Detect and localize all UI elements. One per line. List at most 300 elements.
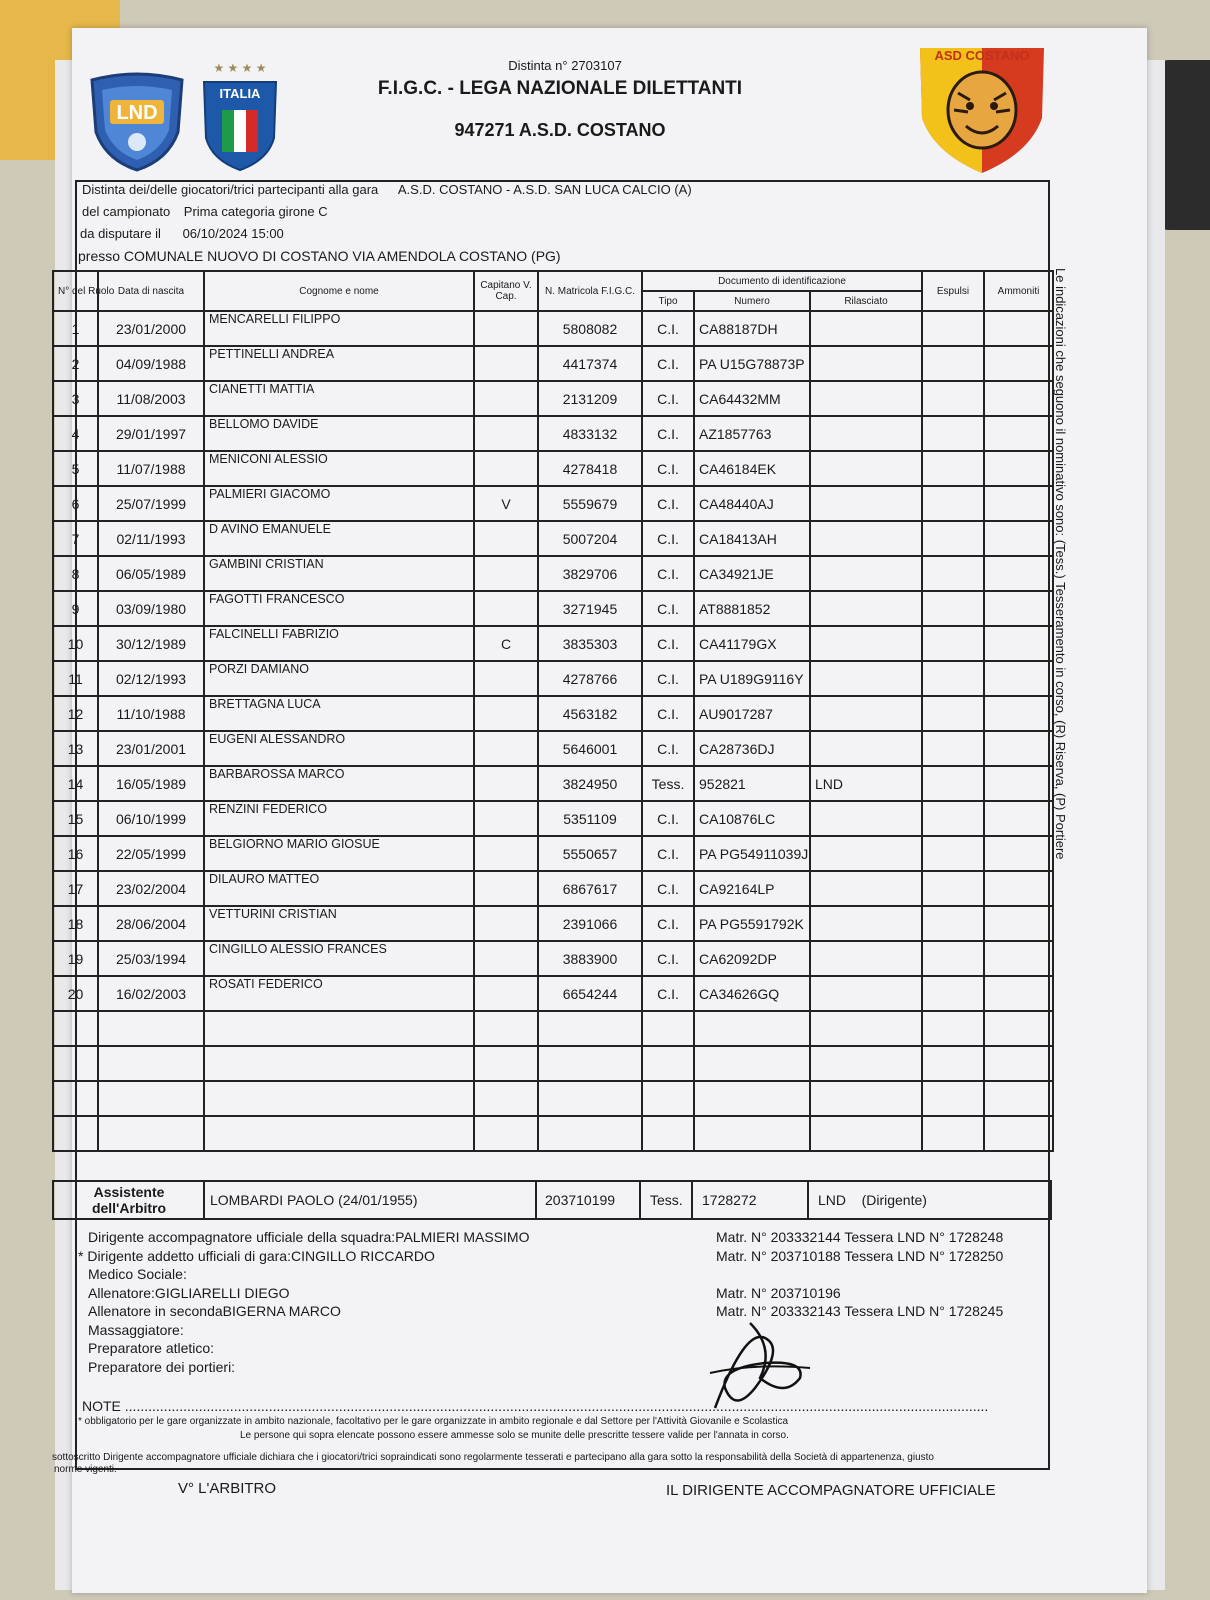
row-ammoniti [984, 556, 1053, 591]
assistant-row [52, 1180, 1052, 1220]
row-name: FAGOTTI FRANCESCO [204, 591, 474, 626]
row-name: D AVINO EMANUELE [204, 521, 474, 556]
empty-cell [694, 1116, 810, 1151]
empty-cell [984, 1046, 1053, 1081]
row-ammoniti [984, 416, 1053, 451]
roster-body [53, 311, 1053, 1151]
row-ammoniti [984, 941, 1053, 976]
row-dob: 22/05/1999 [98, 836, 204, 871]
match-championship: Prima categoria girone C [183, 204, 328, 219]
assistant-rilasciato: LND (Dirigente) [818, 1192, 927, 1208]
row-dob: 29/01/1997 [98, 416, 204, 451]
row-number: 16 [53, 836, 98, 871]
row-espulsi [922, 521, 984, 556]
staff-doctor: Medico Sociale: [88, 1266, 187, 1282]
assistant-tipo: Tess. [650, 1192, 683, 1208]
row-doc-type: C.I. [642, 661, 694, 696]
row-issued [810, 451, 922, 486]
lnd-logo [88, 72, 186, 172]
row-name: DILAURO MATTEO [204, 871, 474, 906]
row-issued [810, 731, 922, 766]
footnote-persons: Le persone qui sopra elencate possono essere ammesse solo se munite delle prescritte tessere valide per l'annata in corso. [240, 1430, 789, 1441]
row-number: 10 [53, 626, 98, 661]
row-espulsi [922, 346, 984, 381]
row-captain [474, 521, 538, 556]
row-doc-type: C.I. [642, 381, 694, 416]
row-name: CINGILLO ALESSIO FRANCES [204, 941, 474, 976]
row-name: BARBAROSSA MARCO [204, 766, 474, 801]
row-doc-number: CA28736DJ [694, 731, 810, 766]
roster-table [52, 270, 1054, 1152]
row-number: 11 [53, 661, 98, 696]
col-header-rilasciato: Rilasciato [810, 291, 922, 311]
row-espulsi [922, 801, 984, 836]
row-doc-number: CA34626GQ [694, 976, 810, 1011]
empty-cell [642, 1011, 694, 1046]
row-matricola: 5808082 [538, 311, 642, 346]
row-issued [810, 556, 922, 591]
row-captain [474, 731, 538, 766]
empty-cell [538, 1081, 642, 1116]
row-issued [810, 696, 922, 731]
row-matricola: 4833132 [538, 416, 642, 451]
match-info-game [82, 182, 692, 197]
player-row [53, 556, 1053, 591]
empty-cell [922, 1046, 984, 1081]
row-ammoniti [984, 976, 1053, 1011]
row-matricola: 4278766 [538, 661, 642, 696]
label-venue: presso [78, 248, 121, 264]
row-dob: 11/10/1988 [98, 696, 204, 731]
row-matricola: 4417374 [538, 346, 642, 381]
col-header-name: Cognome e nome [204, 271, 474, 311]
row-doc-type: C.I. [642, 871, 694, 906]
row-name: MENCARELLI FILIPPO [204, 311, 474, 346]
row-number: 13 [53, 731, 98, 766]
assistant-name: LOMBARDI PAOLO (24/01/1955) [210, 1192, 418, 1208]
svg-text:LND: LND [116, 102, 158, 124]
notes-line: NOTE .............................................................................................................................................................................................................................. [82, 1398, 989, 1414]
empty-cell [538, 1116, 642, 1151]
row-issued [810, 486, 922, 521]
club-title: 947271 A.S.D. COSTANO [454, 120, 666, 140]
staff-masseur: Massaggiatore: [88, 1321, 184, 1338]
row-doc-type: C.I. [642, 626, 694, 661]
empty-row [53, 1046, 1053, 1081]
row-captain [474, 591, 538, 626]
row-doc-number: AZ1857763 [694, 416, 810, 451]
row-matricola: 4278418 [538, 451, 642, 486]
row-espulsi [922, 486, 984, 521]
empty-cell [694, 1011, 810, 1046]
row-number: 7 [53, 521, 98, 556]
row-number: 9 [53, 591, 98, 626]
row-name: CIANETTI MATTIA [204, 381, 474, 416]
row-number: 8 [53, 556, 98, 591]
svg-text:ITALIA: ITALIA [219, 86, 261, 101]
player-row [53, 521, 1053, 556]
row-ammoniti [984, 521, 1053, 556]
row-doc-number: PA U189G9116Y [694, 661, 810, 696]
empty-cell [922, 1011, 984, 1046]
row-doc-type: C.I. [642, 521, 694, 556]
row-number: 15 [53, 801, 98, 836]
row-doc-type: C.I. [642, 556, 694, 591]
row-captain [474, 346, 538, 381]
empty-cell [98, 1046, 204, 1081]
row-captain [474, 556, 538, 591]
empty-cell [53, 1081, 98, 1116]
row-name: BELGIORNO MARIO GIOSUE [204, 836, 474, 871]
col-header-document: Documento di identificazione [642, 271, 922, 291]
declaration-text-end: norme vigenti. [54, 1464, 117, 1475]
staff-official: Dirigente accompagnatore ufficiale della squadra:PALMIERI MASSIMO [88, 1229, 530, 1245]
row-issued [810, 976, 922, 1011]
row-doc-type: C.I. [642, 976, 694, 1011]
empty-cell [922, 1116, 984, 1151]
row-doc-number: CA64432MM [694, 381, 810, 416]
empty-cell [984, 1011, 1053, 1046]
row-espulsi [922, 696, 984, 731]
row-matricola: 6654244 [538, 976, 642, 1011]
row-matricola: 5007204 [538, 521, 642, 556]
row-issued [810, 941, 922, 976]
row-espulsi [922, 976, 984, 1011]
row-ammoniti [984, 591, 1053, 626]
row-issued [810, 521, 922, 556]
col-header-dob: Data di nascita [98, 271, 204, 311]
row-captain [474, 661, 538, 696]
row-issued [810, 381, 922, 416]
player-row [53, 591, 1053, 626]
row-number: 17 [53, 871, 98, 906]
row-dob: 23/02/2004 [98, 871, 204, 906]
empty-cell [810, 1081, 922, 1116]
player-row [53, 661, 1053, 696]
col-header-num: N° del Ruolo [53, 271, 98, 311]
row-ammoniti [984, 626, 1053, 661]
row-doc-type: C.I. [642, 311, 694, 346]
row-captain [474, 976, 538, 1011]
match-game: A.S.D. COSTANO - A.S.D. SAN LUCA CALCIO (A) [397, 182, 692, 197]
row-doc-number: CA18413AH [694, 521, 810, 556]
staff-coach: Allenatore:GIGLIARELLI DIEGO [88, 1284, 290, 1301]
official-signature-label: IL DIRIGENTE ACCOMPAGNATORE UFFICIALE [666, 1482, 996, 1499]
row-number: 12 [53, 696, 98, 731]
row-doc-number: CA88187DH [694, 311, 810, 346]
row-name: FALCINELLI FABRIZIO [204, 626, 474, 661]
row-dob: 06/10/1999 [98, 801, 204, 836]
empty-cell [810, 1011, 922, 1046]
row-doc-number: 952821 [694, 766, 810, 801]
row-doc-type: C.I. [642, 591, 694, 626]
empty-cell [694, 1046, 810, 1081]
label-list: Distinta dei/delle giocatori/trici partecipanti alla gara [82, 182, 379, 197]
match-date: 06/10/2024 15:00 [182, 226, 284, 241]
row-number: 3 [53, 381, 98, 416]
row-ammoniti [984, 801, 1053, 836]
empty-cell [538, 1011, 642, 1046]
empty-row [53, 1081, 1053, 1116]
row-dob: 25/07/1999 [98, 486, 204, 521]
assistant-label: Assistente dell'Arbitro [91, 1184, 167, 1216]
row-matricola: 3835303 [538, 626, 642, 661]
row-dob: 06/05/1989 [98, 556, 204, 591]
row-matricola: 2391066 [538, 906, 642, 941]
row-ammoniti [984, 661, 1053, 696]
row-issued [810, 836, 922, 871]
row-doc-number: CA92164LP [694, 871, 810, 906]
player-row [53, 836, 1053, 871]
player-row [53, 381, 1053, 416]
row-dob: 11/08/2003 [98, 381, 204, 416]
col-header-espulsi: Espulsi [922, 271, 984, 311]
row-doc-type: C.I. [642, 731, 694, 766]
italia-logo [198, 60, 282, 172]
row-doc-type: C.I. [642, 801, 694, 836]
empty-cell [53, 1011, 98, 1046]
row-name: BRETTAGNA LUCA [204, 696, 474, 731]
col-header-matricola: N. Matricola F.I.G.C. [538, 271, 642, 311]
row-ammoniti [984, 731, 1053, 766]
row-doc-type: C.I. [642, 696, 694, 731]
row-captain [474, 906, 538, 941]
col-header-ammoniti: Ammoniti [984, 271, 1053, 311]
row-dob: 16/05/1989 [98, 766, 204, 801]
row-ammoniti [984, 311, 1053, 346]
row-doc-type: C.I. [642, 346, 694, 381]
row-espulsi [922, 941, 984, 976]
row-doc-type: C.I. [642, 451, 694, 486]
assistant-document: 1728272 [702, 1192, 757, 1208]
row-name: ROSATI FEDERICO [204, 976, 474, 1011]
row-name: GAMBINI CRISTIAN [204, 556, 474, 591]
row-dob: 11/07/1988 [98, 451, 204, 486]
row-number: 1 [53, 311, 98, 346]
empty-cell [98, 1081, 204, 1116]
row-captain: V [474, 486, 538, 521]
row-name: PETTINELLI ANDREA [204, 346, 474, 381]
row-issued [810, 801, 922, 836]
footnote-obligatory: * obbligatorio per le gare organizzate in ambito nazionale, facoltativo per le gare organizzate in ambito regionale e dal Settore per l'Attività Giovanile e Scolastica [78, 1416, 789, 1427]
row-espulsi [922, 451, 984, 486]
row-captain [474, 836, 538, 871]
player-row [53, 766, 1053, 801]
row-dob: 23/01/2000 [98, 311, 204, 346]
player-row [53, 346, 1053, 381]
row-espulsi [922, 416, 984, 451]
staff-id-assistant-coach: Matr. N° 203332143 Tessera LND N° 1728245 [716, 1303, 1004, 1319]
row-issued [810, 626, 922, 661]
staff-id-coach: Matr. N° 203710196 [716, 1284, 841, 1301]
row-espulsi [922, 871, 984, 906]
row-doc-number: CA48440AJ [694, 486, 810, 521]
empty-cell [474, 1081, 538, 1116]
player-row [53, 801, 1053, 836]
row-number: 14 [53, 766, 98, 801]
row-issued: LND [810, 766, 922, 801]
row-captain [474, 696, 538, 731]
match-info-championship [82, 204, 328, 219]
row-matricola: 6867617 [538, 871, 642, 906]
row-matricola: 3883900 [538, 941, 642, 976]
row-captain [474, 451, 538, 486]
row-dob: 28/06/2004 [98, 906, 204, 941]
staff-ids [716, 1228, 1003, 1321]
distinta-number: Distinta n° 2703107 [508, 58, 622, 73]
side-legend-note: Le indicazioni che seguono il nominativo sono: (Tess.) Tesseramento in corso, (R) Riserva, (P) Portiere [1053, 268, 1068, 860]
player-row [53, 906, 1053, 941]
row-number: 6 [53, 486, 98, 521]
row-issued [810, 346, 922, 381]
row-espulsi [922, 311, 984, 346]
staff-id-referee-official: Matr. N° 203710188 Tessera LND N° 1728250 [716, 1247, 1004, 1264]
staff-referee-official: * Dirigente addetto ufficiali di gara:CINGILLO RICCARDO [78, 1247, 435, 1264]
row-dob: 03/09/1980 [98, 591, 204, 626]
row-espulsi [922, 906, 984, 941]
col-header-numero: Numero [694, 291, 810, 311]
staff-assistant-coach: Allenatore in secondaBIGERNA MARCO [88, 1303, 341, 1319]
player-row [53, 451, 1053, 486]
row-espulsi [922, 766, 984, 801]
row-dob: 02/11/1993 [98, 521, 204, 556]
empty-cell [98, 1116, 204, 1151]
row-espulsi [922, 731, 984, 766]
player-row [53, 416, 1053, 451]
empty-cell [474, 1011, 538, 1046]
col-header-captain: Capitano V. Cap. [474, 271, 538, 311]
row-ammoniti [984, 381, 1053, 416]
row-doc-type: C.I. [642, 941, 694, 976]
row-matricola: 4563182 [538, 696, 642, 731]
row-matricola: 3824950 [538, 766, 642, 801]
empty-cell [204, 1081, 474, 1116]
row-captain [474, 381, 538, 416]
row-espulsi [922, 591, 984, 626]
staff-fitness-coach: Preparatore atletico: [88, 1340, 215, 1356]
row-dob: 04/09/1988 [98, 346, 204, 381]
row-ammoniti [984, 871, 1053, 906]
staff-list [78, 1228, 530, 1376]
empty-cell [642, 1046, 694, 1081]
row-issued [810, 591, 922, 626]
empty-cell [922, 1081, 984, 1116]
player-row [53, 696, 1053, 731]
empty-cell [984, 1081, 1053, 1116]
label-championship: del campionato [82, 204, 171, 219]
row-doc-type: Tess. [642, 766, 694, 801]
row-name: RENZINI FEDERICO [204, 801, 474, 836]
player-row [53, 731, 1053, 766]
row-captain [474, 941, 538, 976]
empty-cell [204, 1046, 474, 1081]
empty-cell [984, 1116, 1053, 1151]
row-doc-type: C.I. [642, 416, 694, 451]
row-ammoniti [984, 836, 1053, 871]
row-doc-type: C.I. [642, 906, 694, 941]
row-dob: 16/02/2003 [98, 976, 204, 1011]
assistant-matricola: 203710199 [545, 1192, 616, 1208]
organization-title: F.I.G.C. - LEGA NAZIONALE DILETTANTI [377, 78, 743, 99]
svg-text:ASD COSTANO: ASD COSTANO [934, 48, 1030, 63]
empty-cell [810, 1116, 922, 1151]
row-matricola: 5550657 [538, 836, 642, 871]
player-row [53, 871, 1053, 906]
empty-cell [642, 1116, 694, 1151]
match-info-venue [78, 248, 561, 264]
row-issued [810, 416, 922, 451]
row-ammoniti [984, 486, 1053, 521]
row-doc-number: PA PG5591792K [694, 906, 810, 941]
row-captain [474, 871, 538, 906]
empty-cell [642, 1081, 694, 1116]
row-name: VETTURINI CRISTIAN [204, 906, 474, 941]
empty-cell [474, 1046, 538, 1081]
row-ammoniti [984, 451, 1053, 486]
row-espulsi [922, 836, 984, 871]
empty-cell [98, 1011, 204, 1046]
row-captain [474, 311, 538, 346]
row-doc-number: CA41179GX [694, 626, 810, 661]
player-row [53, 626, 1053, 661]
row-doc-number: AU9017287 [694, 696, 810, 731]
row-doc-number: CA34921JE [694, 556, 810, 591]
row-dob: 30/12/1989 [98, 626, 204, 661]
row-name: EUGENI ALESSANDRO [204, 731, 474, 766]
row-issued [810, 661, 922, 696]
row-doc-type: C.I. [642, 836, 694, 871]
empty-cell [810, 1046, 922, 1081]
row-number: 5 [53, 451, 98, 486]
row-dob: 25/03/1994 [98, 941, 204, 976]
row-doc-type: C.I. [642, 486, 694, 521]
row-captain [474, 766, 538, 801]
row-espulsi [922, 661, 984, 696]
row-number: 18 [53, 906, 98, 941]
match-venue: COMUNALE NUOVO DI COSTANO VIA AMENDOLA COSTANO (PG) [123, 248, 561, 264]
row-doc-number: PA PG54911039J [694, 836, 810, 871]
row-matricola: 5646001 [538, 731, 642, 766]
player-row [53, 486, 1053, 521]
staff-id-official: Matr. N° 203332144 Tessera LND N° 1728248 [716, 1229, 1004, 1245]
col-header-tipo: Tipo [642, 291, 694, 311]
staff-goalkeeper-coach: Preparatore dei portieri: [88, 1358, 236, 1375]
row-matricola: 2131209 [538, 381, 642, 416]
declaration-text: sottoscritto Dirigente accompagnatore ufficiale dichiara che i giocatori/trici sopraindicati sono regolarmente tesserati e partecipano alla gara sotto la responsabilità della Società di appartenenza, giusto [52, 1452, 934, 1463]
row-captain [474, 801, 538, 836]
row-captain: C [474, 626, 538, 661]
row-ammoniti [984, 346, 1053, 381]
row-number: 4 [53, 416, 98, 451]
row-matricola: 5351109 [538, 801, 642, 836]
row-name: BELLOMO DAVIDE [204, 416, 474, 451]
row-number: 20 [53, 976, 98, 1011]
empty-cell [474, 1116, 538, 1151]
row-name: PALMIERI GIACOMO [204, 486, 474, 521]
row-issued [810, 906, 922, 941]
match-info-date [80, 226, 284, 241]
row-doc-number: CA46184EK [694, 451, 810, 486]
row-matricola: 5559679 [538, 486, 642, 521]
row-name: MENICONI ALESSIO [204, 451, 474, 486]
row-espulsi [922, 381, 984, 416]
row-dob: 02/12/1993 [98, 661, 204, 696]
player-row [53, 976, 1053, 1011]
empty-row [53, 1011, 1053, 1046]
row-doc-number: CA62092DP [694, 941, 810, 976]
row-matricola: 3271945 [538, 591, 642, 626]
row-matricola: 3829706 [538, 556, 642, 591]
